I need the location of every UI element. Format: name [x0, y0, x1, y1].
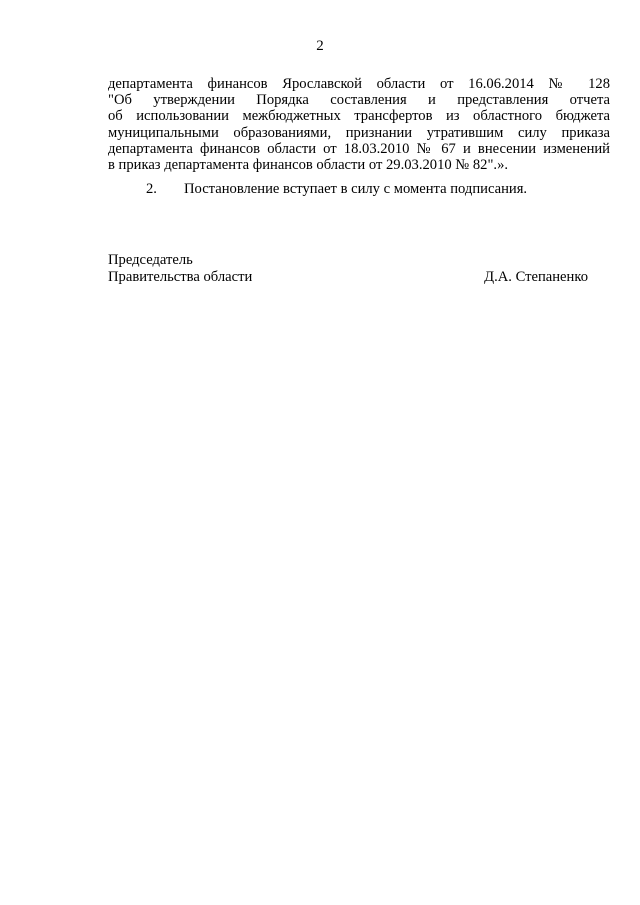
- body-line: муниципальными образованиями, признании утратившим силу приказа: [108, 124, 610, 141]
- item-number: 2.: [146, 181, 157, 197]
- signatory-name: Д.А. Степаненко: [484, 269, 588, 285]
- signature-block: [108, 252, 588, 286]
- item-text: Постановление вступает в силу с момента подписания.: [184, 181, 528, 197]
- signatory-title-line-1: Председатель: [108, 252, 193, 268]
- body-line: об использовании межбюджетных трансфертов из областного бюджета: [108, 108, 610, 125]
- signatory-title-line-2: Правительства области: [108, 269, 253, 285]
- numbered-item: [146, 181, 527, 197]
- body-line: департамента финансов области от 18.03.2010 № 67 и внесении изменений: [108, 140, 610, 157]
- signature-row: [108, 269, 588, 286]
- body-line: "Об утверждении Порядка составления и представления отчета: [108, 92, 610, 109]
- body-line: в приказ департамента финансов области от 29.03.2010 № 82".».: [108, 157, 509, 174]
- page-number: 2: [316, 38, 324, 54]
- body-line: департамента финансов Ярославской области от 16.06.2014 № 128: [108, 76, 610, 92]
- body-paragraph: [108, 76, 610, 173]
